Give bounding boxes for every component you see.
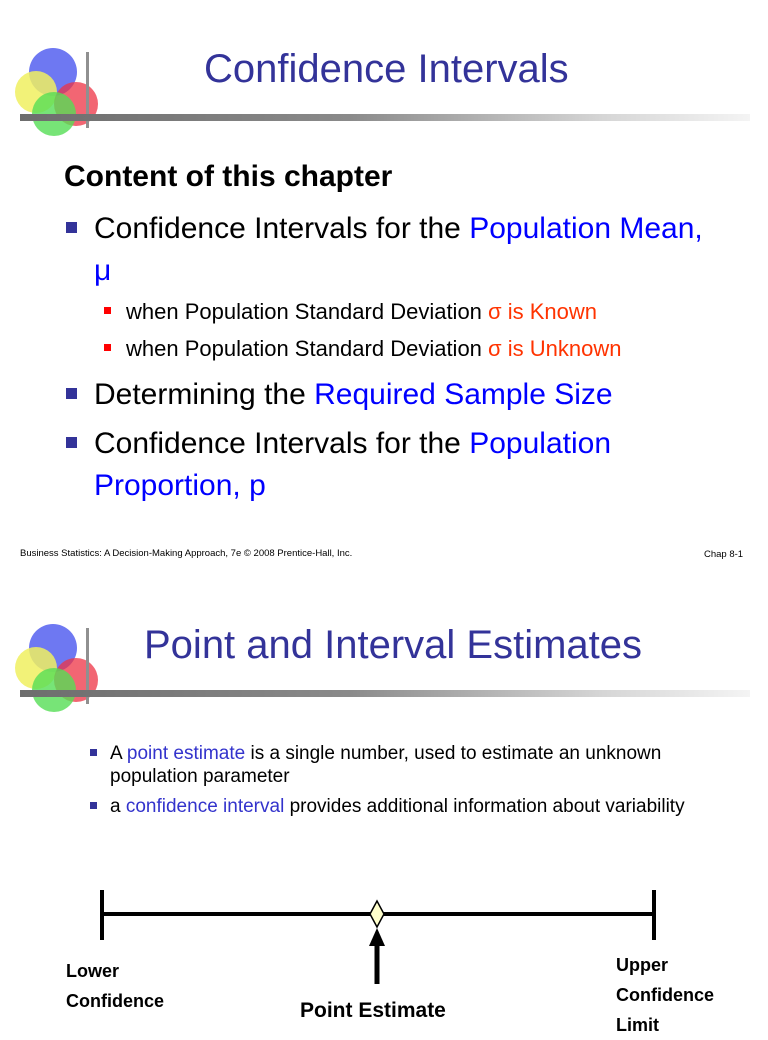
- overlapping-circles-logo-icon: [8, 620, 104, 716]
- bullet-point-estimate: A point estimate is a single number, used to estimate an unknown population parameter: [90, 742, 730, 788]
- bullet-square-icon: [90, 749, 97, 756]
- title-horizontal-rule: [20, 690, 750, 697]
- sub-bullet-square-icon: [104, 307, 111, 314]
- title-horizontal-rule: [20, 114, 750, 121]
- overlapping-circles-logo-icon: [8, 44, 104, 140]
- point-estimate-diamond-icon: [370, 901, 384, 927]
- bullet-population-proportion: Confidence Intervals for the Population Proportion, p: [64, 423, 704, 507]
- bullet-square-icon: [66, 388, 77, 399]
- footer-copyright: Business Statistics: A Decision-Making Approach, 7e © 2008 Prentice-Hall, Inc.: [20, 548, 353, 559]
- footer-chapter: Chap 8-1: [704, 549, 744, 560]
- sub-bullet-sigma-unknown: when Population Standard Deviation σ is Unknown: [102, 335, 621, 363]
- slide-point-interval-estimates: [0, 590, 768, 1035]
- up-arrow-icon: [369, 928, 385, 946]
- sub-bullet-sigma-known: when Population Standard Deviation σ is Known: [102, 298, 597, 326]
- bullet-sample-size: Determining the Required Sample Size: [64, 374, 744, 416]
- sub-bullet-square-icon: [104, 344, 111, 351]
- bullet-square-icon: [66, 222, 77, 233]
- lower-confidence-label: Lower Confidence: [66, 961, 165, 1011]
- bullet-square-icon: [90, 802, 97, 809]
- slide-title: Point and Interval Estimates: [144, 623, 643, 667]
- bullet-population-mean: Confidence Intervals for the Population Mean, μ: [64, 208, 704, 292]
- bullet-confidence-interval: a confidence interval provides additional information about variability: [90, 795, 690, 818]
- upper-confidence-label: Upper Confidence Limit: [616, 955, 715, 1035]
- slide-title: Confidence Intervals: [204, 47, 569, 91]
- content-heading: Content of this chapter: [64, 160, 393, 193]
- point-estimate-label: Point Estimate: [300, 999, 446, 1022]
- bullet-square-icon: [66, 437, 77, 448]
